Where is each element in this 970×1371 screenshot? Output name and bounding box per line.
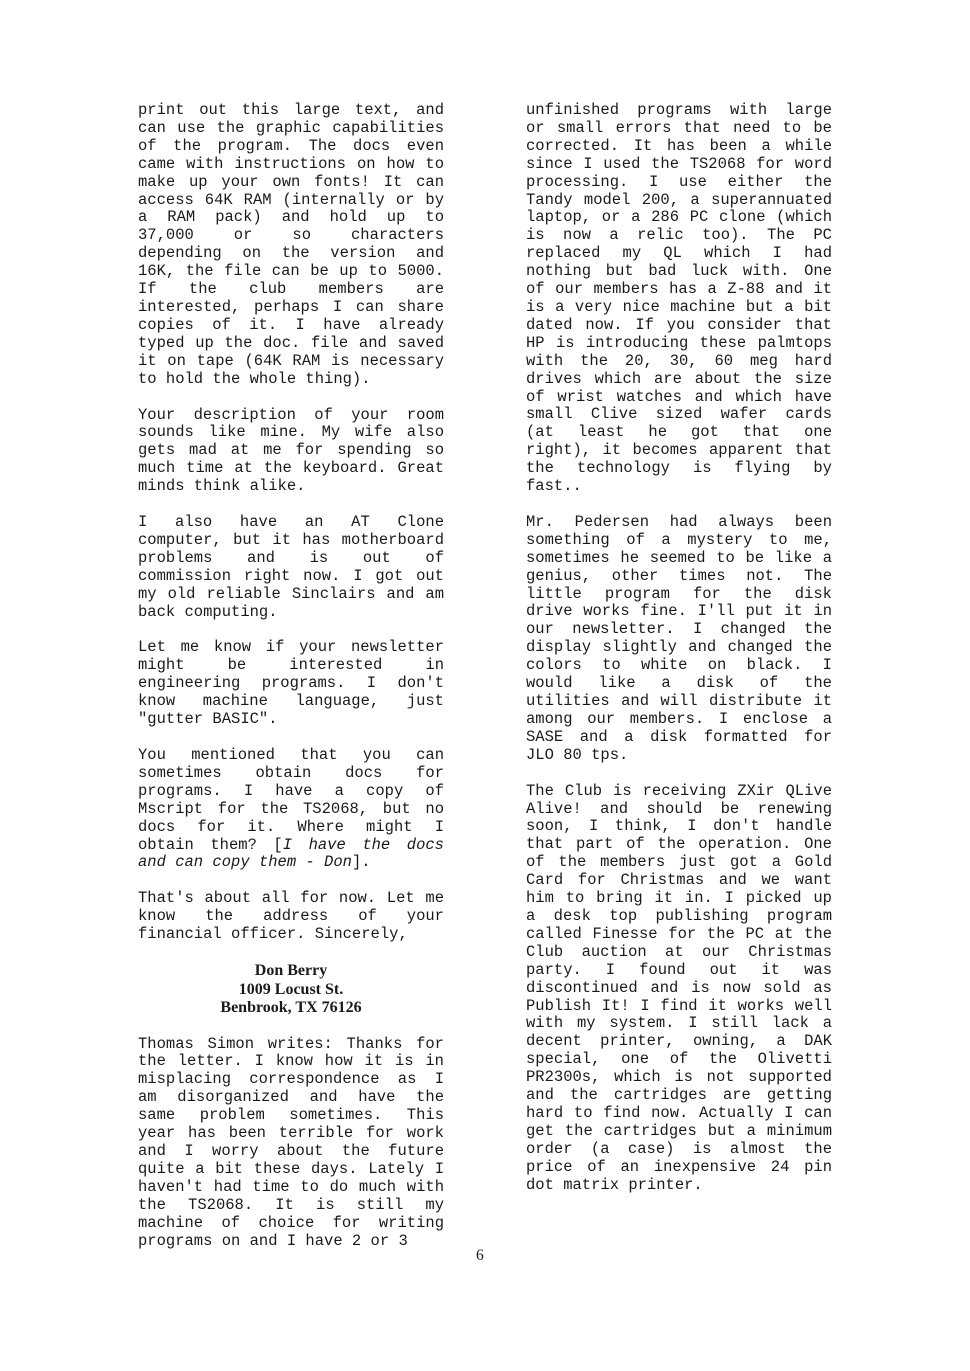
paragraph-8: unfinished programs with large or small errors that need to be corrected. It has been a while since I used the TS2068 for word processing. I use either the Tandy model 200, a superannuated laptop, or a 286 PC clone (which is now a relic too). The PC replaced my QL which I had nothing but bad luck with. One of our members has a Z-88 and it is a very nice machine but a bit dated now. If you consider that HP is introducing these palmtops with the 20, 30, 60 meg hard drives which are about the size of wrist watches and which have small Clive sized wafer cards (at least he got that one right), it becomes apparent that the technology is flying by fast.. bbox=[526, 101, 832, 496]
paragraph-5-text: You mentioned that you can sometimes obtain docs for programs. I have a copy of Mscript for the TS2068, but no docs for it. Where might I obtain them? [ bbox=[138, 746, 444, 854]
sender-address bbox=[138, 962, 444, 1018]
paragraph-1: print out this large text, and can use the graphic capabilities of the program. The docs even came with instructions on how to make up your own fonts! It can access 64K RAM (internally or by a RAM pack) and hold up to 37,000 or so characters depending on the version and 16K, the file can be up to 5000. If the club members are interested, perhaps I can share copies of it. I have already typed up the doc. file and saved it on tape (64K RAM is necessary to hold the whole thing). bbox=[138, 101, 444, 388]
paragraph-9: Mr. Pedersen had always been something of a mystery to me, sometimes he seemed to be like a genius, other times not. The little program for the disk drive works fine. I'll put it in our newsletter. I changed the display slightly and changed the colors to white on black. I would like a disk of the utilities and will distribute it among our members. I enclose a SASE and a disk formatted for JLO 80 tps. bbox=[526, 512, 832, 764]
editor-note: I have the docs and can copy them - Don bbox=[138, 835, 444, 872]
paragraph-3: I also have an AT Clone computer, but it has motherboard problems and is out of commission right now. I got out my old reliable Sinclairs and am back computing. bbox=[138, 513, 444, 621]
left-column bbox=[138, 102, 444, 1250]
paragraph-4: Let me know if your newsletter might be interested in engineering programs. I don't know machine language, just "gutter BASIC". bbox=[138, 638, 444, 729]
paragraph-10: The Club is receiving ZXir QLive Alive! and should be renewing soon, I think, I don't handle that part of the operation. One of the members just got a Gold Card for Christmas and we want him to bring it in. I picked up a desk top publishing program called Finesse for the PC at the Club auction at our Christmas party. I found out it was discontinued and is now sold as Publish It! I find it works well with my system. I still lack a decent printer, owning, a DAK special, one of the Olivetti PR2300s, which is not supported and the cartridges are getting hard to find now. Actually I can get the cartridges but a minimum order (a case) is almost the price of an inexpensive 24 pin dot matrix printer. bbox=[526, 781, 832, 1194]
paragraph-7: Thomas Simon writes: Thanks for the letter. I know how it is in misplacing correspondence as I am disorganized and have the same problem sometimes. This year has been terrible for work and I worry about the future quite a bit these days. Lately I haven't had time to do much with the TS2068. It is still my machine of choice for writing programs on and I have 2 or 3 bbox=[138, 1034, 444, 1250]
sender-name: Don Berry bbox=[254, 962, 328, 980]
right-column bbox=[526, 102, 832, 1194]
paragraph-5 bbox=[138, 747, 444, 872]
paragraph-6: That's about all for now. Let me know the address of your financial officer. Sincerely, bbox=[138, 889, 444, 944]
sender-city: Benbrook, TX 76126 bbox=[220, 999, 362, 1017]
paragraph-2: Your description of your room sounds like mine. My wife also gets mad at me for spending so much time at the keyboard. Great minds think alike. bbox=[138, 405, 444, 496]
page-number: 6 bbox=[476, 1247, 484, 1264]
paragraph-5-end: ]. bbox=[351, 853, 371, 872]
sender-street: 1009 Locust St. bbox=[238, 980, 344, 998]
